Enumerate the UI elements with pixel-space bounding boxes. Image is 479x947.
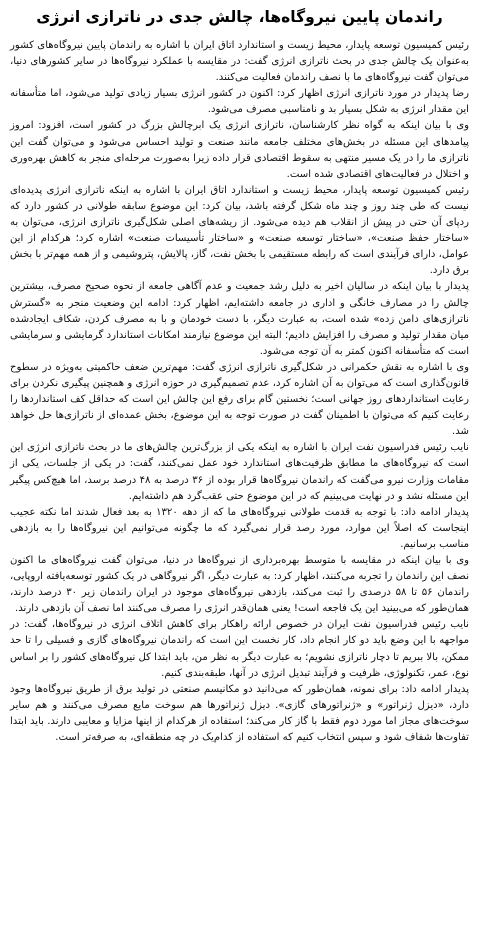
article-paragraph: رئیس کمیسیون توسعه پایدار، محیط زیست و استاندارد اتاق ایران با اشاره به راندمان پایین نیروگاه‌های کشور به‌عنوان یک چالش جدی در بحث ناترازی انرژی گفت: در مقایسه با عملکرد نیروگاه‌ها در سایر کشورهای دنیا، می‌توان گفت نیروگاه‌های ما با نصف راندمان فعالیت می‌کنند. [10,40,469,84]
article-paragraph: وی با بیان اینکه در مقایسه با متوسط بهره‌برداری از نیروگاه‌ها در دنیا، می‌توان گفت نیروگاه‌های ما اکنون نصف این راندمان را تجربه می‌کنند، اظهار کرد: به عبارت دیگر، اگر نیروگاهی در یک کشور توسعه‌یافته اروپایی، راندمان ۵۶ تا ۵۸ درصدی را ثبت می‌کند، بازدهی نیروگاه‌های موجود در ایران راندمان زیر ۳۰ درصد دارند، همان‌طور که می‌بینید این یک فاجعه است! یعنی همان‌قدر انرژی را مصرف می‌کنند اما نصف آن بازدهی دارند. [10,555,469,615]
article-body [10,38,469,746]
article-title: راندمان پایین نیروگاه‌ها، چالش جدی در ناترازی انرژی [36,8,443,26]
article-paragraph: رضا پدیدار در مورد ناترازی انرژی اظهار کرد: اکنون در کشور انرژی بسیار زیادی تولید می‌شود، اما متأسفانه این مقدار انرژی به شکل بسیار بد و نامناسبی مصرف می‌شود. [10,88,469,116]
article-paragraph: پدیدار ادامه داد: برای نمونه، همان‌طور که می‌دانید دو مکانیسم صنعتی در تولید برق از طریق نیروگاه‌ها وجود دارد، «دیزل ژنراتور» و «ژنراتورهای گازی». دیزل ژنراتورها هم سوخت مایع مصرف می‌کنند و هم سایر سوخت‌های مجاز اما مورد دوم فقط با گاز کار می‌کند؛ استفاده از هرکدام از اینها مزایا و معایبی دارند. باید ابتدا تفاوت‌ها شفاف شود و سپس انتخاب کنیم که استفاده از کدام‌یک در چه منطقه‌ای، به صرفه‌تر است. [10,683,469,744]
article-paragraph: نایب رئیس فدراسیون نفت ایران در خصوص ارائه راهکار برای کاهش اتلاف انرژی در نیروگاه‌ها، گفت: در مواجهه با این وضع باید دو کار انجام داد، کار نخست این است که راندمان نیروگاه‌های گازی و فسیلی را تا حد ممکن، بالا ببریم تا دچار ناترازی نشویم؛ به عبارت دیگر به نظر من، باید ابتدا کل نیروگاه‌های کشور را بر اساس نوع، عمر، تکنولوژی، ظرفیت و فرآیند تبدیل انرژی در آنها، طبقه‌بندی کنیم. [10,619,469,679]
article-paragraph: نایب رئیس فدراسیون نفت ایران با اشاره به اینکه یکی از بزرگ‌ترین چالش‌های ما در بحث ناترازی انرژی این است که نیروگاه‌های ما مطابق ظرفیت‌های استاندارد خود عمل نمی‌کنند، گفت: در یکی از جلسات، یکی از مقامات وزارت نیرو می‌گفت که راندمان نیروگاه‌ها قرار بوده از ۳۶ درصد به ۴۸ درصد برسد، اما هیچ‌کس پیگیر این مسئله نشد و در نهایت می‌بینیم که در این موضوع حتی عقب‌گرد هم داشته‌ایم. [10,442,469,502]
article-paragraph: پدیدار با بیان اینکه در سالیان اخیر به دلیل رشد جمعیت و عدم آگاهی جامعه از نحوه صحیح مصرف، بیشترین چالش را در مصارف خانگی و اداری در جامعه داشته‌ایم، اظهار کرد: ادامه این وضعیت منجر به «گسترش ناترازی‌های دامن زده» شده است، به عبارت دیگر، با دست خودمان و با به مصرف کردن، شکاف ایجادشده میان مقدار تولید و مصرف را افزایش دادیم؛ البته این موضوع نیازمند امکانات استاندارد گرمایشی و سرمایشی است که متأسفانه اکنون کمتر به آن توجه می‌شود. [10,281,469,357]
article-paragraph: وی با بیان اینکه به گواه نظر کارشناسان، ناترازی انرژی یک ابرچالش بزرگ در کشور است، افزود: امروز پیامدهای این مسئله در بخش‌های مختلف جامعه مانند صنعت و تولید احساس می‌شود و می‌توان گفت این ناترازی ما را در یک مسیر منتهی به سقوط اقتصادی قرار داده زیرا به‌صورت مرحله‌ای منجر به کاهش بهره‌وری و اختلال در فعالیت‌های اقتصادی شده است. [10,120,469,180]
article-paragraph: پدیدار ادامه داد: با توجه به قدمت طولانی نیروگاه‌های ما که از دهه ۱۳۲۰ به بعد فعال شدند اما نکته عجیب اینجاست که اصلاً این موارد، مورد رصد قرار نمی‌گیرد که ما چگونه می‌توانیم این نیروگاه‌ها را به بازدهی مناسب برسانیم. [10,506,469,550]
article-paragraph: وی با اشاره به نقش حکمرانی در شکل‌گیری ناترازی انرژی گفت: مهم‌ترین ضعف حاکمیتی به‌ویژه در سطوح قانون‌گذاری است که می‌توان به آن اشاره کرد، عدم تصمیم‌گیری در حوزه انرژی و همچنین پیگیری نکردن برای رعایت استانداردهای روز جهانی است؛ نخستین گام برای رفع این چالش این است که حداقل کف استانداردها را رعایت کنیم که می‌توان با اطمینان گفت در صورت توجه به این موضوع، بخش عمده‌ای از ناترازی‌ها حل خواهد شد. [10,361,469,438]
article-paragraph: رئیس کمیسیون توسعه پایدار، محیط زیست و استاندارد اتاق ایران با اشاره به اینکه ناترازی انرژی پدیده‌ای نیست که طی چند روز و چند ماه شکل گرفته باشد، بیان کرد: این موضوع سابقه طولانی در کشور دارد که ردپای آن حتی در پیش از انقلاب هم دیده می‌شود. از ریشه‌های اصلی شکل‌گیری ناترازی انرژی، می‌توان به «ساختار حفظ صنعت»، «ساختار توسعه صنعت» و «ساختار تأسیسات صنعت» اشاره کرد؛ هرکدام از این عوامل، دارای فرآیندی است که رابطه مستقیمی با بخش نفت، گاز، پالایش، پتروشیمی و از همه مهم‌تر با بخش برق دارد. [10,184,469,277]
